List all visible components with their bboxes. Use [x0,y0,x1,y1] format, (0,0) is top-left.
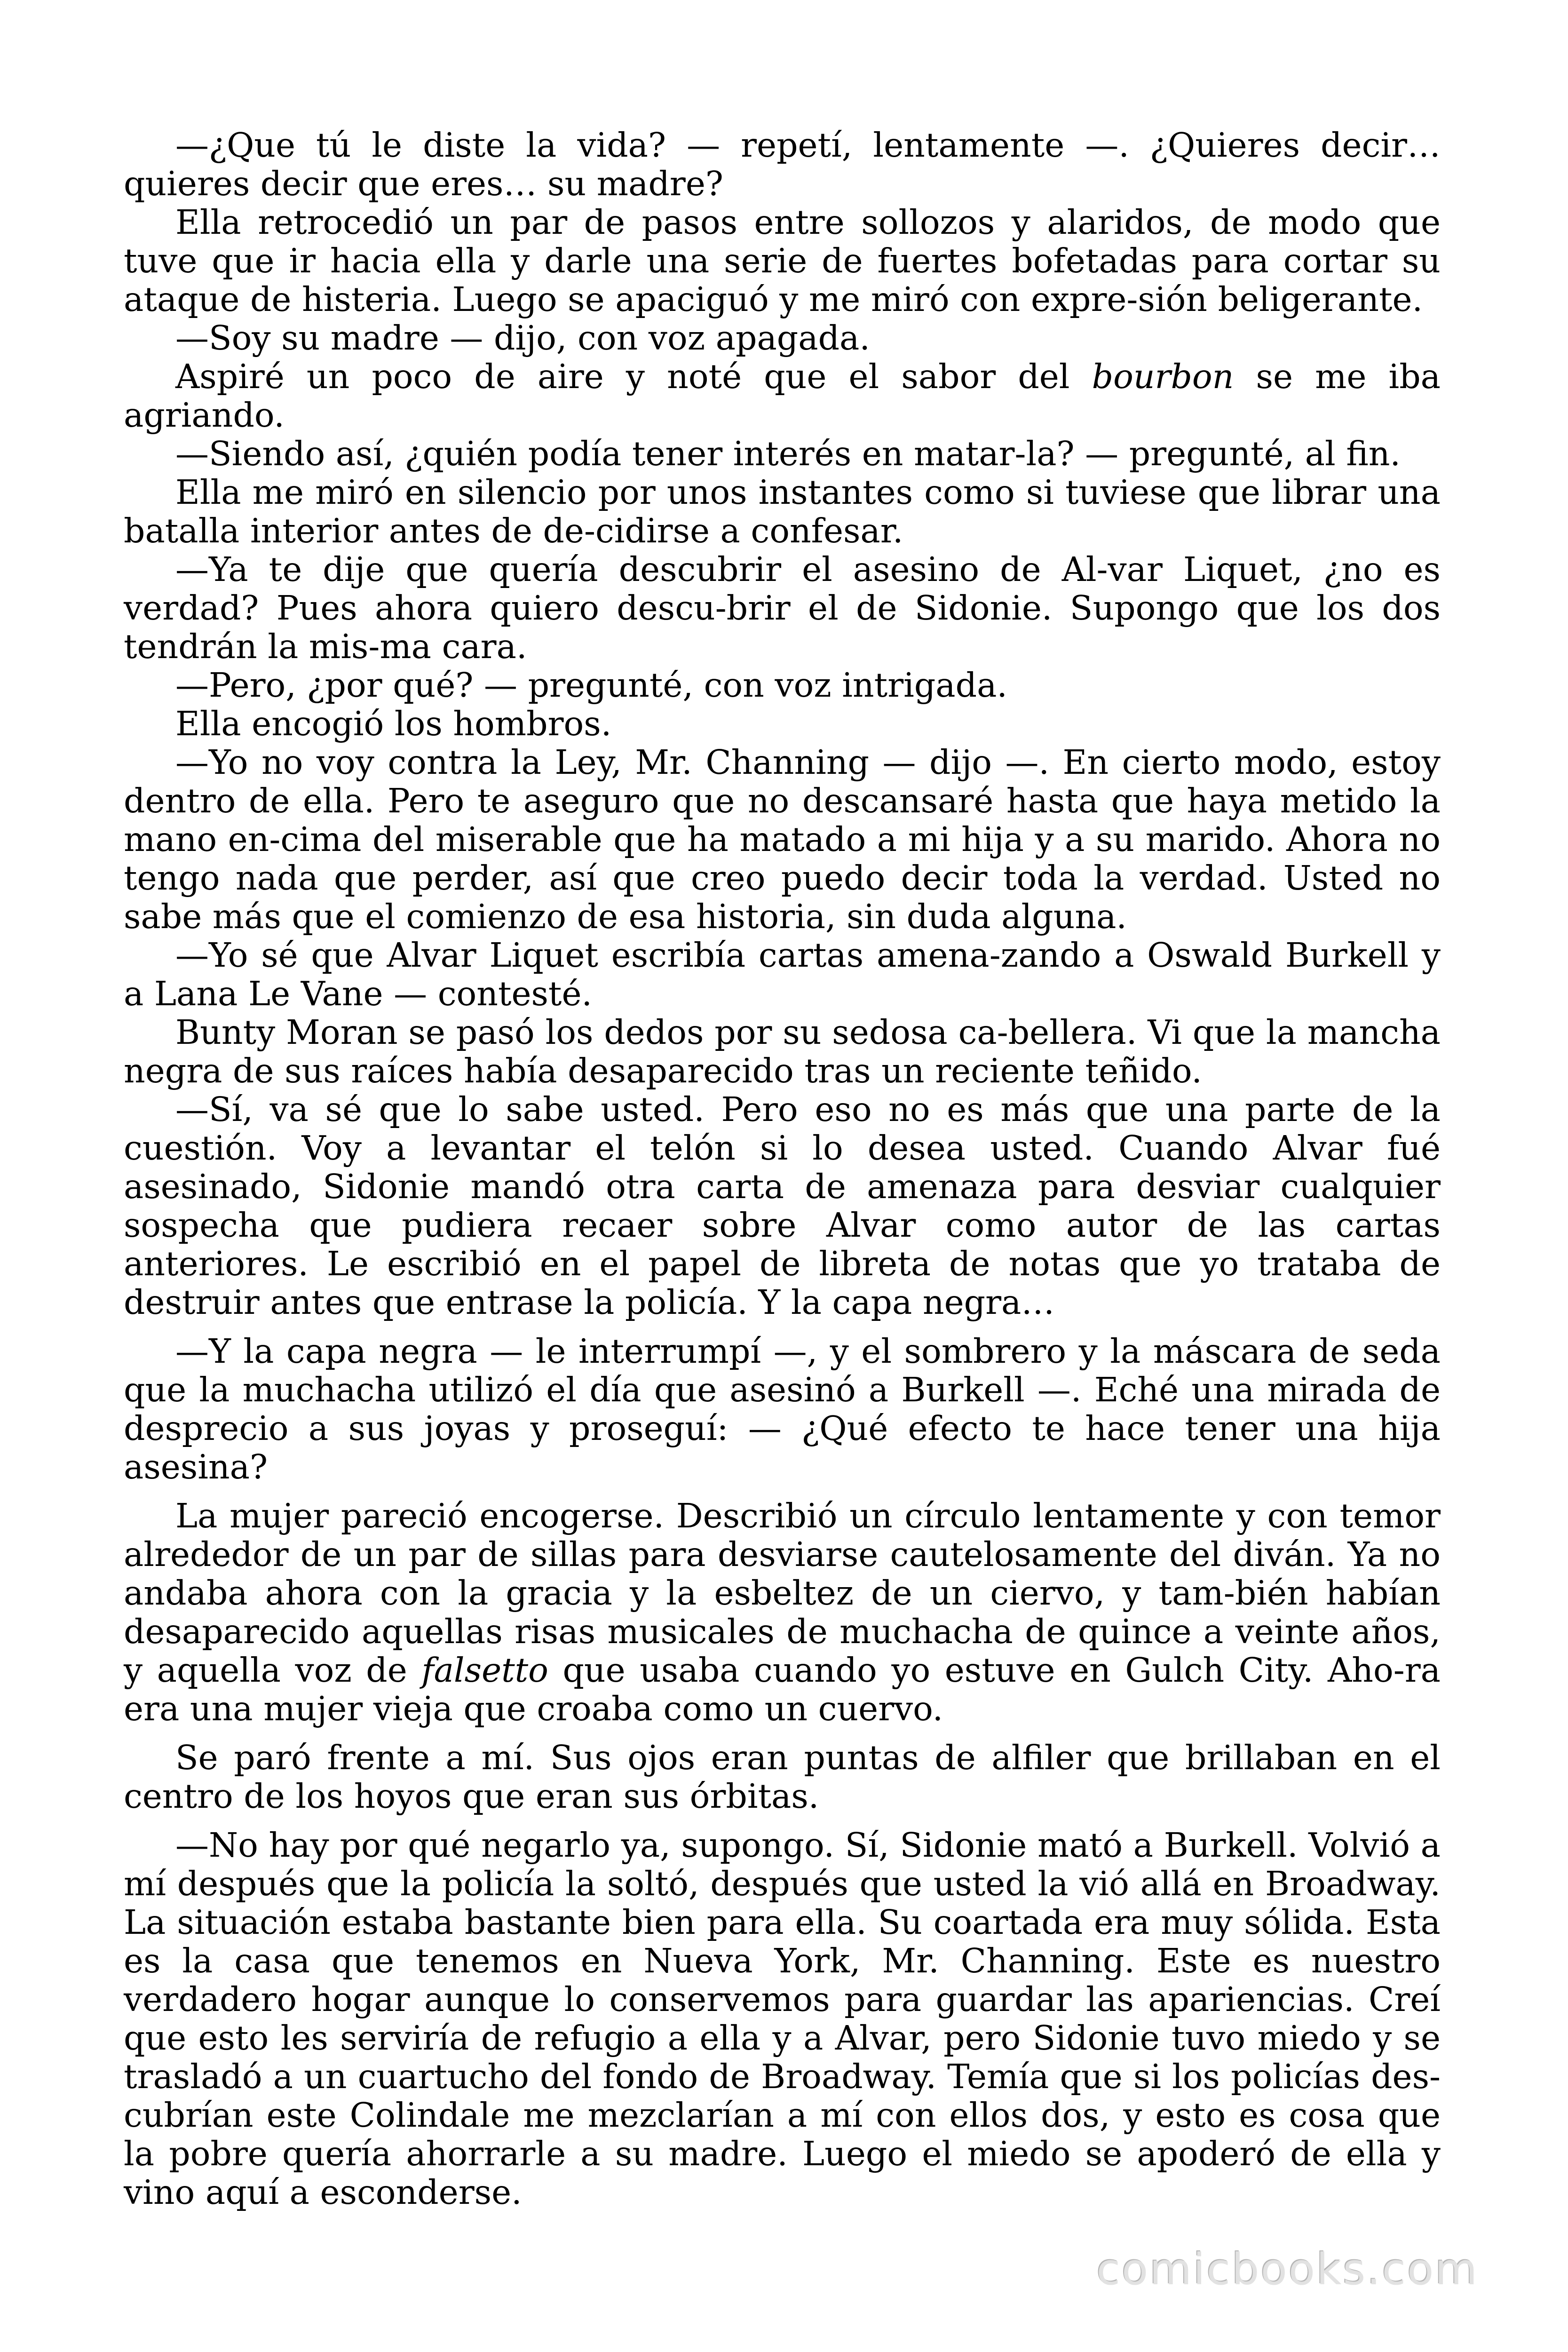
paragraph [124,435,1441,473]
text-run: se me iba agriando. [124,357,1441,435]
text-run: —Soy su madre — dijo, con voz apagada. [175,318,870,358]
paragraph [124,666,1441,705]
text-run: —Y la capa negra — le interrumpí —, y el sombrero y la máscara de seda que la muchacha utilizó el día que asesinó a Burkell —. Eché una mirada de desprecio a sus joyas y proseguí: — ¿Qué efecto te hace tener una hija asesina? [124,1332,1441,1486]
page-text [124,126,1441,2212]
text-run: Bunty Moran se pasó los dedos por su sedosa ca-bellera. Vi que la mancha negra de sus raíces había desaparecido tras un reciente teñido. [124,1013,1441,1090]
text-run: —Yo sé que Alvar Liquet escribía cartas amena-zando a Oswald Burkell y a Lana Le Vane — contesté. [124,936,1441,1013]
italic-text: bourbon [1092,357,1234,396]
text-run: —Pero, ¿por qué? — pregunté, con voz intrigada. [175,666,1007,705]
paragraph [124,550,1441,666]
paragraph [124,743,1441,936]
text-run: Se paró frente a mí. Sus ojos eran puntas de alfiler que brillaban en el centro de los hoyos que eran sus órbitas. [124,1738,1441,1816]
text-run: —Yo no voy contra la Ley, Mr. Channing — dijo —. En cierto modo, estoy dentro de ella. Pero te aseguro que no descansaré hasta que haya metido la mano en-cima del miserable que ha matado a mi hija y a su marido. Ahora no tengo nada que perder, así que creo puedo decir toda la verdad. Usted no sabe más que el comienzo de esa historia, sin duda alguna. [124,743,1441,936]
paragraph [124,936,1441,1013]
paragraph [124,1826,1441,2212]
text-run: Ella me miró en silencio por unos instantes como si tuviese que librar una batalla interior antes de de-cidirse a confesar. [124,473,1441,550]
text-run: —Ya te dije que quería descubrir el asesino de Al-var Liquet, ¿no es verdad? Pues ahora quiero descu-brir el de Sidonie. Supongo que los dos tendrán la mis-ma cara. [124,550,1441,666]
paragraph [124,1497,1441,1728]
text-run: Ella encogió los hombros. [175,704,612,743]
paragraph [124,1013,1441,1090]
text-run: —¿Que tú le diste la vida? — repetí, lentamente —. ¿Quieres decir… quieres decir que eres… su madre? [124,126,1441,203]
paragraph [124,473,1441,550]
paragraph [124,1090,1441,1322]
watermark: comicbooks.com [1096,2244,1479,2295]
text-run: —No hay por qué negarlo ya, supongo. Sí, Sidonie mató a Burkell. Volvió a mí después que la policía la soltó, después que usted la vió allá en Broadway. La situación estaba bastante bien para ella. Su coartada era muy sólida. Esta es la casa que tenemos en Nueva York, Mr. Channing. Este es nuestro verdadero hogar aunque lo conservemos para guardar las apariencias. Creí que esto les serviría de refugio a ella y a Alvar, pero Sidonie tuvo miedo y se trasladó a un cuartucho del fondo de Broadway. Temía que si los policías des-cubrían este Colindale me mezclarían a mí con ellos dos, y esto es cosa que la pobre quería ahorrarle a su madre. Luego el miedo se apoderó de ella y vino aquí a esconderse. [124,1826,1441,2212]
paragraph [124,319,1441,358]
paragraph [124,1332,1441,1486]
text-run: Ella retrocedió un par de pasos entre sollozos y alaridos, de modo que tuve que ir hacia ella y darle una serie de fuertes bofetadas para cortar su ataque de histeria. Luego se apaciguó y me miró con expre-sión beligerante. [124,203,1441,319]
paragraph [124,358,1441,435]
paragraph [124,203,1441,319]
paragraph [124,1739,1441,1816]
italic-text: falsetto [421,1651,548,1690]
paragraph [124,126,1441,203]
text-run: que usaba cuando yo estuve en Gulch City. Aho-ra era una mujer vieja que croaba como un cuervo. [124,1651,1441,1728]
text-run: —Sí, va sé que lo sabe usted. Pero eso no es más que una parte de la cuestión. Voy a levantar el telón si lo desea usted. Cuando Alvar fué asesinado, Sidonie mandó otra carta de amenaza para desviar cualquier sospecha que pudiera recaer sobre Alvar como autor de las cartas anteriores. Le escribió en el papel de libreta de notas que yo trataba de destruir antes que entrase la policía. Y la capa negra… [124,1090,1441,1322]
paragraph [124,705,1441,743]
text-run: —Siendo así, ¿quién podía tener interés en matar-la? — pregunté, al fin. [175,434,1401,473]
text-run: Aspiré un poco de aire y noté que el sabor del [175,357,1092,396]
text-run: La mujer pareció encogerse. Describió un círculo lentamente y con temor alrededor de un par de sillas para desviarse cautelosamente del diván. Ya no andaba ahora con la gracia y la esbeltez de un ciervo, y tam-bién habían desaparecido aquellas risas musicales de muchacha de quince a veinte años, y aquella voz de [124,1496,1441,1690]
